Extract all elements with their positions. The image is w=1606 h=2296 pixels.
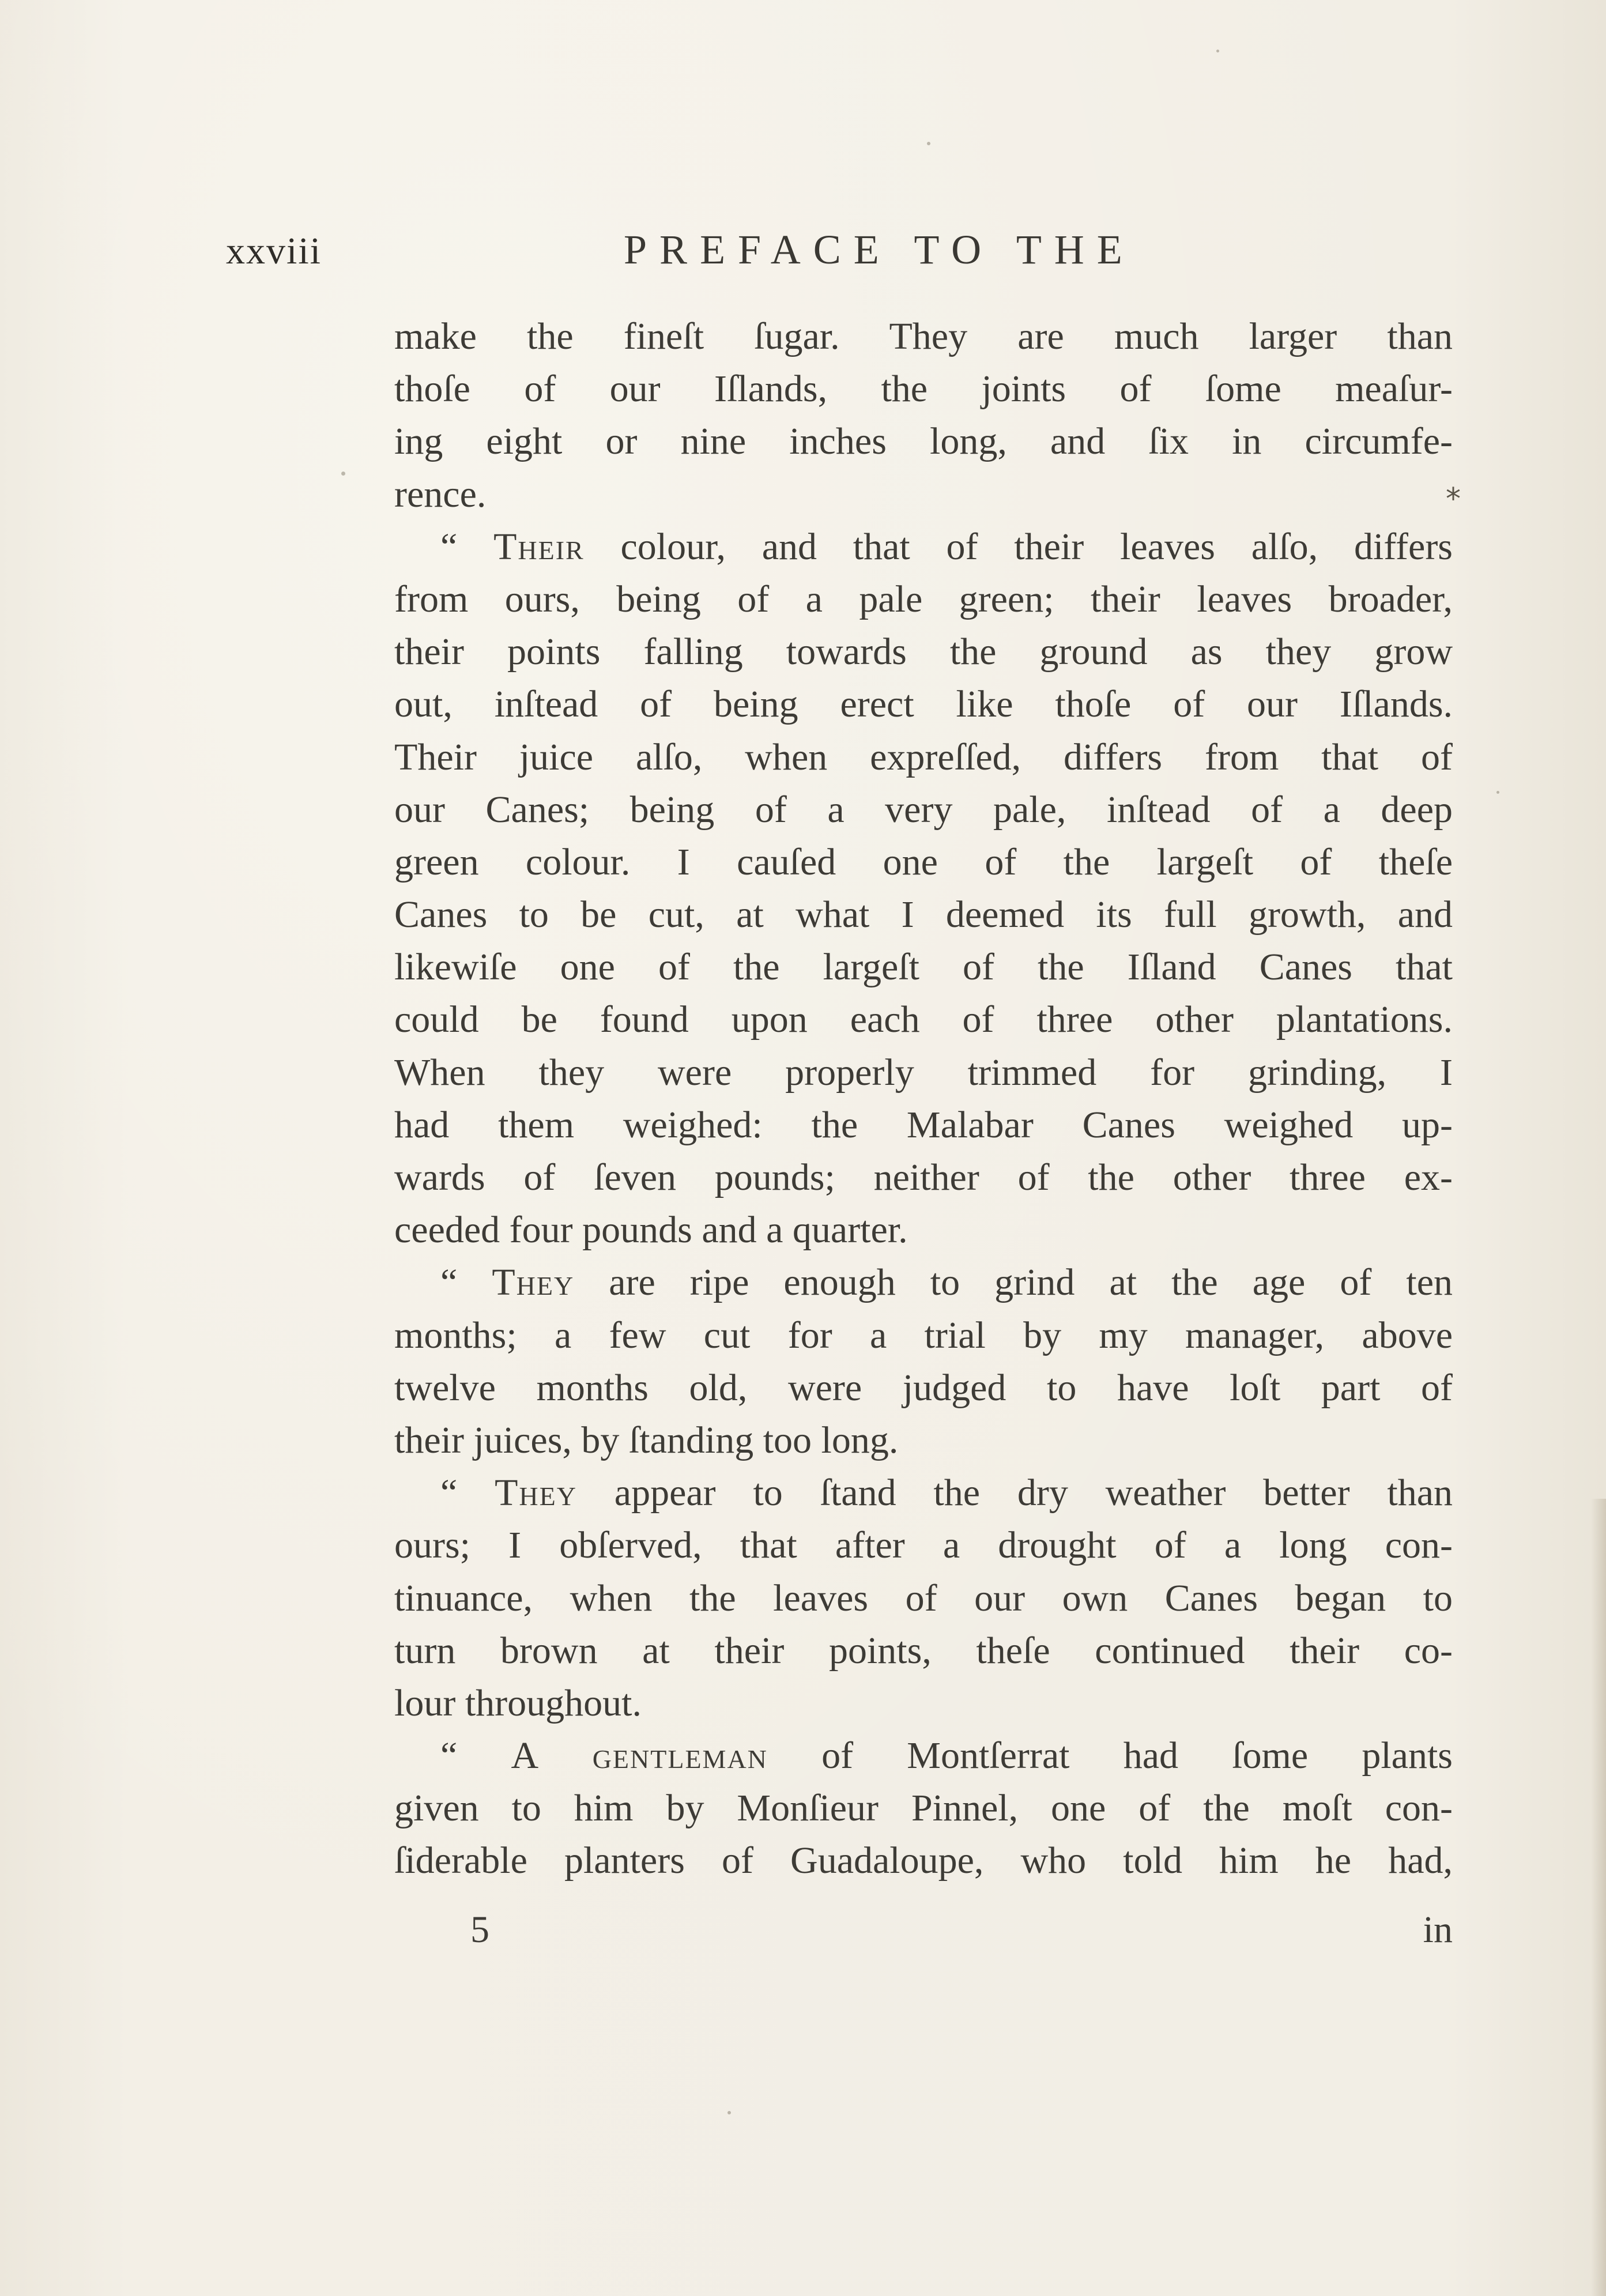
text-line: green colour. I cauſed one of the largeſt of theſe [394,840,1453,883]
text-line: given to him by Monſieur Pinnel, one of the moſt con- [394,1787,1453,1830]
text-line: months; a few cut for a trial by my manager, above [394,1314,1453,1356]
text-line: likewiſe one of the largeſt of the Iſland Canes that [394,946,1453,989]
text-line: ceeded four pounds and a quarter. [394,1209,908,1251]
text-line: rence. [394,473,487,515]
paragraph-start-line [394,1466,1453,1519]
opening-quote: “ [440,1472,495,1514]
paper-speck [927,142,930,145]
text-line: When they were properly trimmed for grinding, I [394,1051,1453,1094]
line-rest: colour, and that of their leaves alſo, differs [584,525,1453,568]
text-line: their juices, by ſtanding too long. [394,1419,899,1461]
text-line: tinuance, when the leaves of our own Canes began to [394,1577,1453,1619]
line-rest: are ripe enough to grind at the age of ten [574,1261,1453,1304]
paragraph-start-line [394,1729,1453,1782]
line-rest: appear to ſtand the dry weather better than [576,1472,1453,1514]
text-line: thoſe of our Iſlands, the joints of ſome meaſur- [394,368,1453,410]
asterisk-mark: * [1446,482,1461,516]
catchword: in [1423,1909,1453,1951]
small-caps-lead: A gentleman [511,1735,768,1777]
paragraph-start-line [394,1256,1453,1309]
small-caps-lead: They [492,1261,575,1304]
body-text [394,310,1453,1887]
opening-quote: “ [440,1735,511,1777]
text-line: ſiderable planters of Guadaloupe, who told him he had, [394,1839,1453,1882]
text-line: wards of ſeven pounds; neither of the other three ex- [394,1156,1453,1198]
page-number: xxviii [226,230,322,272]
text-line: ing eight or nine inches long, and ſix in circumfe- [394,420,1453,463]
text-line: Their juice alſo, when expreſſed, differs from that of [394,736,1453,778]
text-line: had them weighed: the Malabar Canes weighed up- [394,1103,1453,1146]
text-line: Canes to be cut, at what I deemed its full growth, and [394,893,1453,936]
opening-quote: “ [440,525,494,568]
small-caps-lead: Their [493,525,585,568]
paper-speck [341,472,345,476]
paragraph-start-line [394,521,1453,573]
line-rest: of Montſerrat had ſome plants [767,1735,1453,1777]
opening-quote: “ [440,1261,492,1304]
text-line: our Canes; being of a very pale, inſtead of a deep [394,788,1453,831]
paper-speck [1216,50,1219,52]
text-line: their points falling towards the ground as they grow [394,631,1453,673]
paper-speck [1496,791,1499,794]
text-line: out, inſtead of being erect like thoſe of our Iſlands. [394,683,1453,726]
page-edge-shadow [1591,1499,1606,2296]
signature-mark: 5 [470,1909,489,1951]
paper-speck [727,2111,731,2114]
text-line: could be found upon each of three other plantations. [394,998,1453,1041]
running-head: PREFACE TO THE [624,227,1135,273]
text-line: make the fineſt ſugar. They are much larger than [394,315,1453,357]
small-caps-lead: They [495,1472,577,1514]
text-line: lour throughout. [394,1682,642,1724]
text-line: twelve months old, were judged to have loſt part of [394,1366,1453,1409]
text-line: from ours, being of a pale green; their leaves broader, [394,578,1453,620]
text-line: turn brown at their points, theſe continued their co- [394,1629,1453,1672]
text-line: ours; I obſerved, that after a drought of a long con- [394,1524,1453,1567]
